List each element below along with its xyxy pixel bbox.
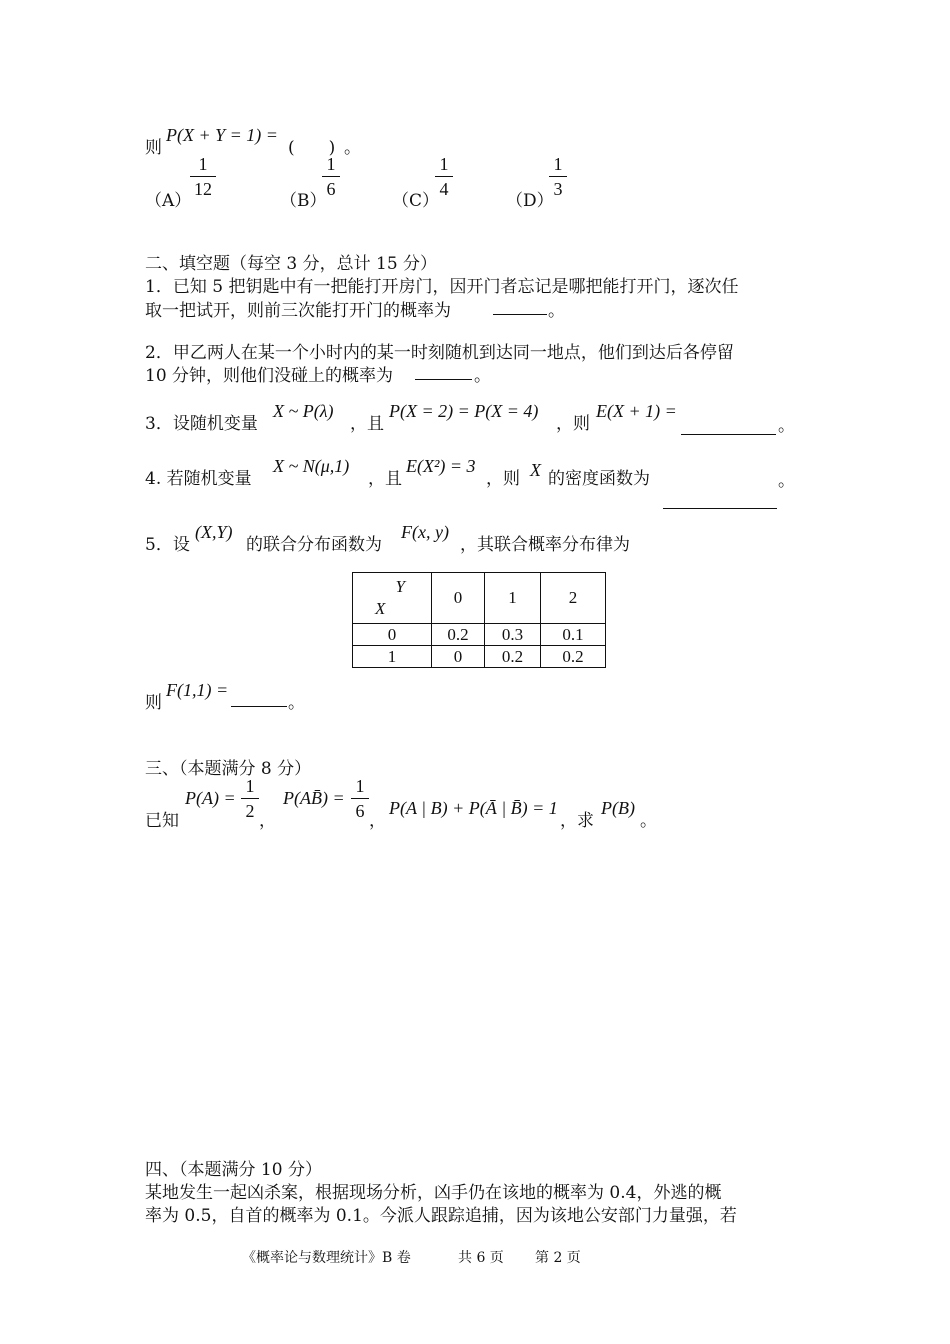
table-cell: 0.2 [485,646,541,668]
fill-q5-end: ，其联合概率分布律为 [460,535,630,555]
section3-lead: 已知 [145,811,179,831]
option-d-label: （D） [506,191,554,211]
section2-title: 二、填空题（每空 3 分，总计 15 分） [145,254,438,274]
prev-question-lead: 则 [145,138,162,158]
table-y-label: Y [395,577,405,596]
fill-q5-math2: F(x, y) [401,522,449,542]
fill-q3-math3: E(X + 1) = [596,401,677,421]
answer-paren: ( ) [288,138,336,158]
table-row-header: 1 [353,646,432,668]
option-a-fraction: 1 12 [190,154,216,199]
fill-q5-pre: 5．设 [145,535,190,555]
option-a-label: （A） [145,191,192,211]
fill-q1-line1: 1．已知 5 把钥匙中有一把能打开房门，因开门者忘记是哪把能打开门，逐次任 [145,277,739,297]
section3-condition: P(A | B) + P(Ā | B̄) = 1 [389,798,558,818]
section3-sep1: ， [259,811,276,831]
section4-line2: 率为 0.5，自首的概率为 0.1。今派人跟踪追捕，因为该地公安部门力量强，若 [145,1206,737,1226]
fill-q2-blank[interactable] [415,361,472,380]
fill-q4-blank[interactable] [663,490,777,509]
fill-q4-math3: X [530,460,541,480]
joint-distribution-table [352,572,606,668]
fill-q3-end: 。 [778,416,795,436]
fill-q4-mid3: 的密度函数为 [548,469,650,489]
table-row-header: 0 [353,624,432,646]
table-cell: 0 [432,646,485,668]
section4-title: 四、（本题满分 10 分） [145,1160,322,1180]
section3-pab-fraction: 1 6 [351,776,369,821]
fill-q3-pre: 3．设随机变量 [145,414,258,434]
fill-q3-mid: ，且 [350,414,384,434]
footer-title: 《概率论与数理统计》B 卷 [242,1250,411,1266]
fill-q5-after-expr: F(1,1) = [166,680,229,700]
fill-q4-end: 。 [778,471,795,491]
prev-question-expression: P(X + Y = 1) = [166,125,278,145]
fill-q3-math2: P(X = 2) = P(X = 4) [389,401,539,421]
fill-q2-line1: 2．甲乙两人在某一个小时内的某一时刻随机到达同一地点，他们到达后各停留 [145,343,734,363]
table-cell: 0.2 [541,646,606,668]
section3-pa-fraction: 1 2 [241,776,259,821]
fill-q4-mid2: ，则 [486,469,520,489]
option-b-fraction: 1 6 [322,154,340,199]
fill-q2-line2: 10 分钟，则他们没碰上的概率为 [145,366,394,386]
fill-q5-mid: 的联合分布函数为 [246,535,382,555]
fill-q4-pre: 4. 若随机变量 [145,469,252,489]
section3-pab: P(AB̄) = [283,788,345,808]
prev-question-end: 。 [344,138,361,158]
option-c-fraction: 1 4 [435,154,453,199]
fill-q1-line2: 取一把试开，则前三次能打开门的概率为 [145,301,451,321]
table-x-label: X [375,599,386,618]
footer-total-pages: 共 6 页 [458,1250,504,1266]
fill-q1-end: 。 [548,301,565,321]
section3-mid: ，求 [560,811,594,831]
table-col-header: 2 [541,573,606,624]
section3-pa: P(A) = [185,788,236,808]
footer-page-number: 第 2 页 [535,1250,581,1266]
fill-q5-blank[interactable] [231,688,287,707]
option-d-fraction: 1 3 [549,154,567,199]
fill-q4-math1: X ~ N(μ,1) [273,456,350,476]
table-cell: 0.1 [541,624,606,646]
table-row [353,624,606,646]
fill-q5-math1: (X,Y) [195,522,233,542]
section3-end: 。 [640,811,657,831]
section4-line1: 某地发生一起凶杀案，根据现场分析，凶手仍在该地的概率为 0.4，外逃的概 [145,1183,722,1203]
fill-q4-math2: E(X²) = 3 [406,456,476,476]
fill-q2-end: 。 [474,366,491,386]
fill-q3-mid2: ，则 [556,414,590,434]
fill-q3-math1: X ~ P(λ) [273,401,334,421]
fill-q4-mid: ，且 [368,469,402,489]
fill-q5-after-lead: 则 [145,693,162,713]
table-cell: 0.3 [485,624,541,646]
fill-q3-blank[interactable] [681,414,776,435]
section3-title: 三、（本题满分 8 分） [145,759,312,779]
fill-q1-blank[interactable] [493,296,547,315]
section3-sep2: ， [369,811,386,831]
section3-target: P(B) [601,798,635,818]
table-col-header: 1 [485,573,541,624]
option-c-label: （C） [392,191,440,211]
table-row [353,646,606,668]
table-col-header: 0 [432,573,485,624]
option-b-label: （B） [280,191,327,211]
table-cell: 0.2 [432,624,485,646]
table-corner-cell [353,573,432,624]
fill-q5-after-end: 。 [288,693,305,713]
